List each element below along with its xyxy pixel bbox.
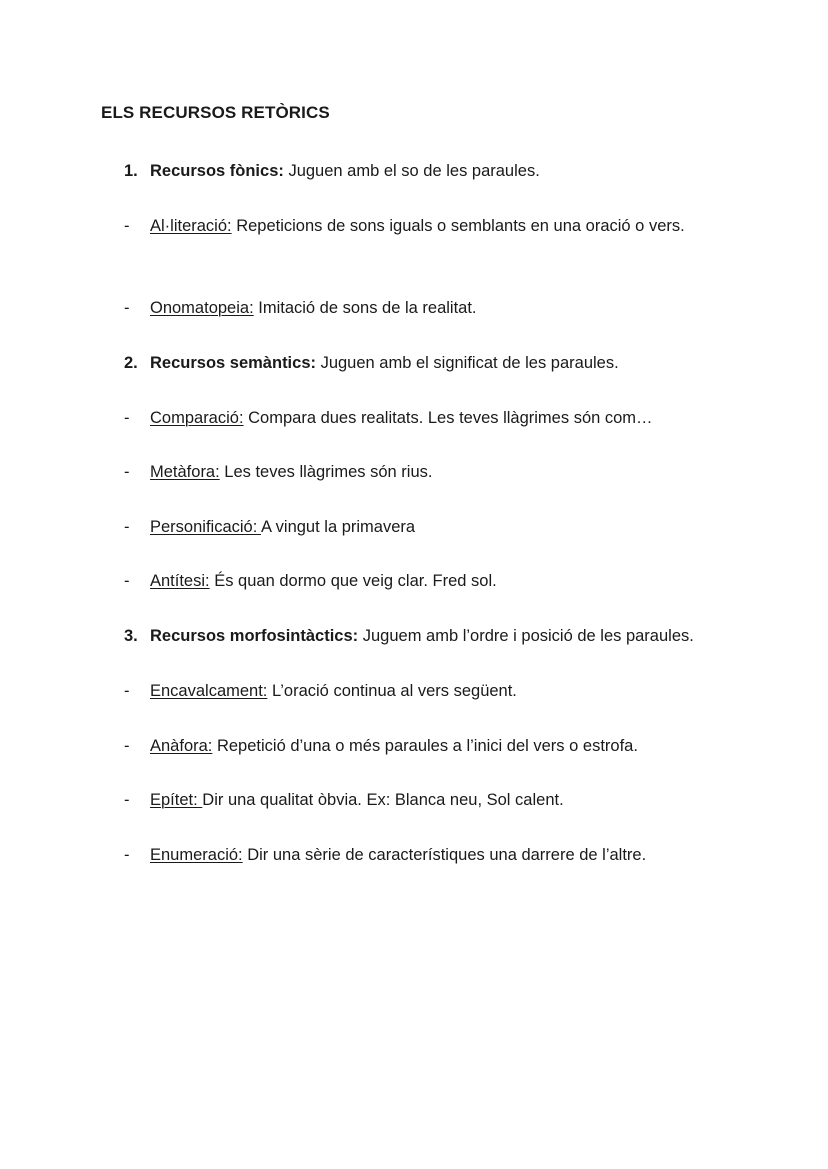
section-description: Juguen amb el significat de les paraules. [316, 354, 619, 372]
item-definition: A vingut la primavera [260, 518, 416, 536]
section-description: Juguen amb el so de les paraules. [283, 162, 540, 180]
item-term: Personificació: [150, 518, 261, 536]
item-definition: Dir una qualitat òbvia. Ex: Blanca neu, Sol calent. [202, 791, 564, 809]
bullet-dash: - [124, 217, 130, 235]
bullet-dash: - [124, 299, 130, 317]
item-text [150, 678, 517, 705]
section-number: 2. [124, 354, 138, 372]
item-definition: Imitació de sons de la realitat. [253, 299, 477, 317]
item-text [150, 514, 415, 541]
bullet-dash: - [124, 846, 130, 864]
item-definition: L’oració continua al vers següent. [267, 682, 517, 700]
bullet-dash: - [124, 572, 130, 590]
item-text [150, 568, 497, 595]
item-text [150, 459, 432, 486]
item-term: Encavalcament: [150, 682, 268, 700]
bullet-dash: - [124, 409, 130, 427]
bullet-dash: - [124, 682, 130, 700]
section-heading-text [150, 623, 694, 650]
bullet-dash: - [124, 737, 130, 755]
bullet-dash: - [124, 791, 130, 809]
item-definition: Repeticions de sons iguals o semblants en una oració o vers. [231, 217, 685, 235]
bullet-dash: - [124, 518, 130, 536]
document-title: ELS RECURSOS RETÒRICS [101, 103, 330, 122]
section-description: Juguem amb l’ordre i posició de les paraules. [358, 627, 694, 645]
item-term: Enumeració: [150, 846, 243, 864]
item-term: Epítet: [150, 791, 203, 809]
item-term: Comparació: [150, 409, 244, 427]
item-term: Al·literació: [150, 217, 232, 235]
section-number: 3. [124, 627, 138, 645]
item-definition: Dir una sèrie de característiques una darrere de l’altre. [242, 846, 647, 864]
item-definition: Compara dues realitats. Les teves llàgrimes són com… [243, 409, 653, 427]
section-heading-label: Recursos morfosintàctics: [150, 627, 359, 645]
bullet-dash: - [124, 463, 130, 481]
item-text [150, 842, 646, 869]
item-term: Antítesi: [150, 572, 210, 590]
item-term: Anàfora: [150, 737, 213, 755]
section-heading-text [150, 158, 540, 185]
section-heading-text [150, 350, 619, 377]
item-text [150, 213, 710, 240]
item-definition: Les teves llàgrimes són rius. [219, 463, 433, 481]
item-definition: Repetició d’una o més paraules a l’inici del vers o estrofa. [212, 737, 638, 755]
section-number: 1. [124, 162, 138, 180]
section-heading-label: Recursos semàntics: [150, 354, 316, 372]
item-term: Onomatopeia: [150, 299, 254, 317]
item-text [150, 733, 638, 760]
item-term: Metàfora: [150, 463, 220, 481]
item-text [150, 295, 477, 322]
item-text [150, 405, 653, 432]
item-text [150, 787, 564, 814]
item-definition: És quan dormo que veig clar. Fred sol. [209, 572, 497, 590]
section-heading-label: Recursos fònics: [150, 162, 284, 180]
